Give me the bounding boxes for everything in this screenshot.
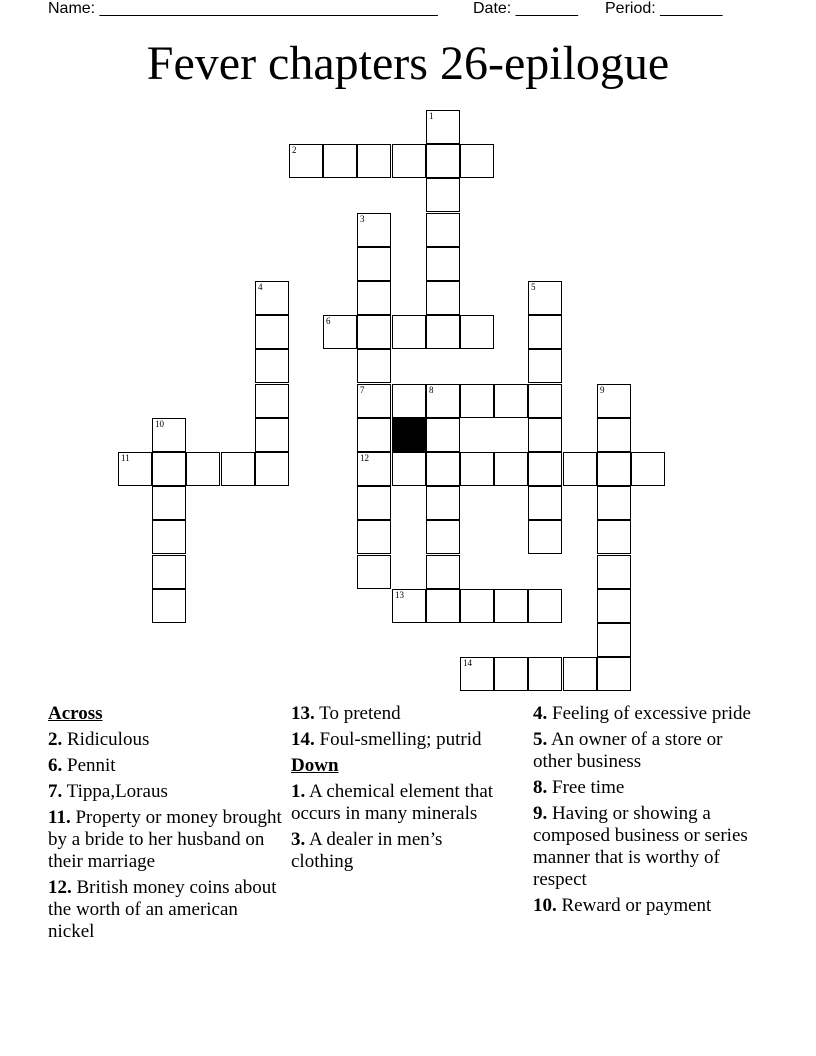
crossword-cell[interactable]: [118, 452, 152, 486]
crossword-cell[interactable]: [426, 144, 460, 178]
crossword-cell[interactable]: [494, 384, 528, 418]
crossword-cell[interactable]: [528, 657, 562, 691]
crossword-cell[interactable]: [255, 418, 289, 452]
crossword-cell[interactable]: [426, 486, 460, 520]
crossword-cell[interactable]: [528, 384, 562, 418]
clue-number: 14: [463, 658, 472, 668]
clue-across-6: 6. Pennit: [48, 755, 116, 776]
crossword-cell[interactable]: [494, 589, 528, 623]
clue-across-2: 2. Ridiculous: [48, 729, 150, 750]
clue-across-7: 7. Tippa,Loraus: [48, 781, 168, 802]
crossword-cell[interactable]: [426, 589, 460, 623]
crossword-cell[interactable]: [426, 555, 460, 589]
clue-across-12: 12. British money coins about the worth of an american nickel: [48, 877, 277, 942]
crossword-cell[interactable]: [323, 144, 357, 178]
name-field-label: Name: ______________________________________: [48, 0, 438, 17]
page-title: Fever chapters 26-epilogue: [146, 37, 670, 90]
date-field-label: Date: _______: [473, 0, 578, 17]
crossword-cell[interactable]: [597, 486, 631, 520]
crossword-cell[interactable]: [152, 555, 186, 589]
crossword-cell[interactable]: [357, 555, 391, 589]
crossword-cell[interactable]: [152, 418, 186, 452]
clue-number: 13: [395, 590, 404, 600]
crossword-cell[interactable]: [426, 315, 460, 349]
crossword-cell[interactable]: [255, 452, 289, 486]
crossword-cell[interactable]: [186, 452, 220, 486]
clue-across-13: 13. To pretend: [291, 703, 401, 724]
across-heading: Across: [48, 703, 103, 724]
crossword-cell[interactable]: [426, 520, 460, 554]
crossword-cell[interactable]: [426, 384, 460, 418]
crossword-cell[interactable]: [357, 315, 391, 349]
crossword-cell[interactable]: [563, 452, 597, 486]
clue-column-1: [48, 703, 286, 947]
crossword-cell[interactable]: [597, 589, 631, 623]
crossword-cell[interactable]: [460, 384, 494, 418]
crossword-cell[interactable]: [255, 281, 289, 315]
crossword-cell[interactable]: [597, 623, 631, 657]
clue-column-2: [291, 703, 496, 877]
crossword-cell[interactable]: [460, 589, 494, 623]
crossword-cell[interactable]: [255, 315, 289, 349]
clue-number: 2: [292, 145, 297, 155]
crossword-cell[interactable]: [426, 213, 460, 247]
crossword-cell[interactable]: [357, 144, 391, 178]
crossword-cell[interactable]: [357, 213, 391, 247]
clue-down-4: 4. Feeling of excessive pride: [533, 703, 751, 724]
crossword-cell[interactable]: [426, 178, 460, 212]
crossword-cell[interactable]: [357, 486, 391, 520]
crossword-cell[interactable]: [426, 110, 460, 144]
clue-down-9: 9. Having or showing a composed business or series manner that is worthy of respect: [533, 803, 748, 890]
down-heading: Down: [291, 755, 339, 776]
clue-down-1: 1. A chemical element that occurs in many minerals: [291, 781, 494, 824]
clue-number: 10: [155, 419, 164, 429]
crossword-cell[interactable]: [392, 315, 426, 349]
crossword-cell[interactable]: [152, 520, 186, 554]
crossword-cell[interactable]: [597, 384, 631, 418]
crossword-cell[interactable]: [426, 281, 460, 315]
crossword-cell[interactable]: [528, 281, 562, 315]
crossword-cell[interactable]: [426, 418, 460, 452]
crossword-cell[interactable]: [528, 452, 562, 486]
crossword-cell[interactable]: [494, 452, 528, 486]
crossword-cell[interactable]: [152, 452, 186, 486]
crossword-cell[interactable]: [528, 418, 562, 452]
crossword-cell[interactable]: [152, 486, 186, 520]
clue-number: 7: [360, 385, 365, 395]
crossword-cell[interactable]: [528, 315, 562, 349]
crossword-cell[interactable]: [392, 144, 426, 178]
clue-across-11: 11. Property or money brought by a bride to her husband on their marriage: [48, 807, 282, 872]
clue-column-3: [533, 703, 751, 921]
crossword-cell[interactable]: [597, 657, 631, 691]
clue-across-14: 14. Foul-smelling; putrid: [291, 729, 482, 750]
crossword-cell[interactable]: [323, 315, 357, 349]
crossword-cell[interactable]: [255, 349, 289, 383]
crossword-cell[interactable]: [357, 281, 391, 315]
clue-down-5: 5. An owner of a store or other business: [533, 729, 723, 772]
crossword-cell[interactable]: [563, 657, 597, 691]
crossword-cell[interactable]: [460, 315, 494, 349]
crossword-cell[interactable]: [460, 452, 494, 486]
crossword-cell[interactable]: [357, 520, 391, 554]
clue-number: 8: [429, 385, 434, 395]
crossword-cell[interactable]: [597, 418, 631, 452]
crossword-cell[interactable]: [221, 452, 255, 486]
crossword-cell[interactable]: [426, 247, 460, 281]
crossword-cell[interactable]: [392, 452, 426, 486]
clue-down-10: 10. Reward or payment: [533, 895, 712, 916]
crossword-cell[interactable]: [289, 144, 323, 178]
crossword-cell[interactable]: [460, 657, 494, 691]
crossword-cell[interactable]: [597, 452, 631, 486]
clue-number: 5: [531, 282, 536, 292]
crossword-cell[interactable]: [357, 384, 391, 418]
clue-number: 6: [326, 316, 331, 326]
crossword-cell[interactable]: [460, 144, 494, 178]
crossword-cell[interactable]: [357, 418, 391, 452]
crossword-cell[interactable]: [494, 657, 528, 691]
clue-number: 4: [258, 282, 263, 292]
crossword-cell[interactable]: [152, 589, 186, 623]
crossword-cell[interactable]: [426, 452, 460, 486]
period-field-label: Period: _______: [605, 0, 723, 17]
crossword-cell[interactable]: [357, 452, 391, 486]
crossword-cell[interactable]: [528, 520, 562, 554]
clue-down-8: 8. Free time: [533, 777, 625, 798]
clue-number: 11: [121, 453, 130, 463]
crossword-cell[interactable]: [392, 589, 426, 623]
crossword-cell[interactable]: [631, 452, 665, 486]
crossword-cell[interactable]: [255, 384, 289, 418]
clue-number: 3: [360, 214, 365, 224]
clue-down-3: 3. A dealer in men’s clothing: [291, 829, 443, 872]
crossword-cell[interactable]: [528, 349, 562, 383]
clue-number: 1: [429, 111, 434, 121]
blocked-cell: [392, 418, 426, 452]
crossword-cell[interactable]: [357, 247, 391, 281]
crossword-cell[interactable]: [597, 555, 631, 589]
crossword-cell[interactable]: [528, 486, 562, 520]
clue-number: 12: [360, 453, 369, 463]
clue-number: 9: [600, 385, 605, 395]
crossword-cell[interactable]: [528, 589, 562, 623]
crossword-cell[interactable]: [357, 349, 391, 383]
crossword-cell[interactable]: [597, 520, 631, 554]
crossword-cell[interactable]: [392, 384, 426, 418]
